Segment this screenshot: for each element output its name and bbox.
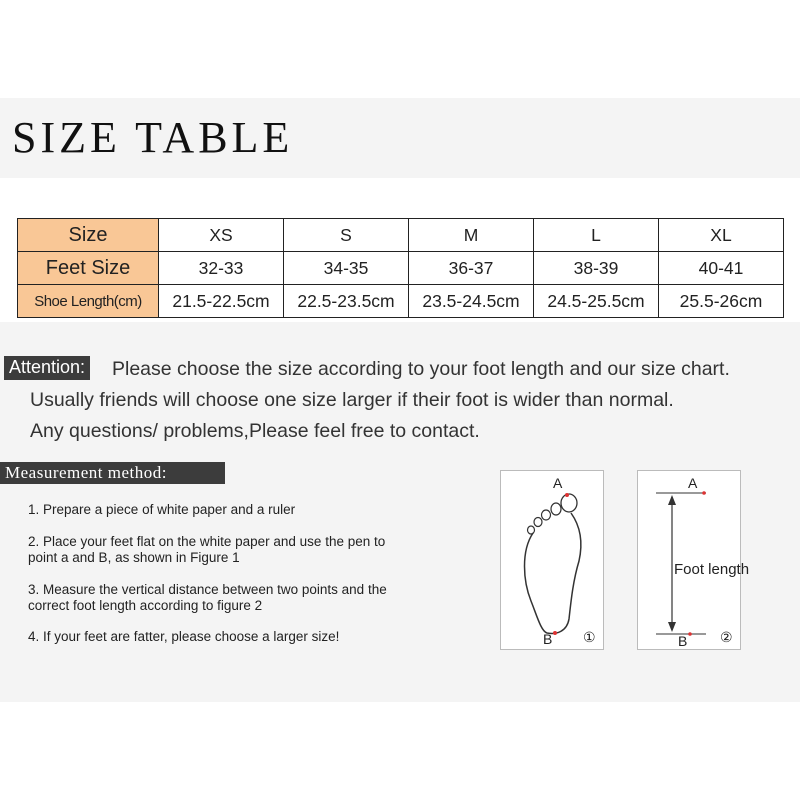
attention-line: Any questions/ problems,Please feel free to contact. (30, 420, 480, 442)
feet-size-cell: 34-35 (284, 252, 409, 285)
shoe-length-cell: 25.5-26cm (659, 285, 784, 318)
size-cell: XS (159, 219, 284, 252)
figure-number: ① (583, 629, 596, 645)
point-b-label: B (543, 631, 553, 647)
measure-arrow-icon (638, 471, 740, 649)
feet-size-cell: 40-41 (659, 252, 784, 285)
step-text: point a and B, as shown in Figure 1 (28, 550, 240, 565)
step-text: 2. Place your feet flat on the white paper and use the pen to (28, 534, 386, 549)
figure-2-length (637, 470, 750, 650)
table-row (18, 219, 784, 252)
step-text: 3. Measure the vertical distance between two points and the (28, 582, 387, 597)
shoe-length-cell: 22.5-23.5cm (284, 285, 409, 318)
row-header-size: Size (18, 219, 159, 252)
point-a-label: A (688, 475, 698, 491)
table-row (18, 285, 784, 318)
attention-line: Please choose the size according to your foot length and our size chart. (112, 358, 730, 380)
figure-1-foot (500, 470, 604, 650)
shoe-length-cell: 23.5-24.5cm (409, 285, 534, 318)
row-header-shoe-length: Shoe Length(cm) (18, 285, 159, 318)
page-title: SIZE TABLE (12, 113, 294, 162)
feet-size-cell: 32-33 (159, 252, 284, 285)
size-table (17, 218, 784, 318)
feet-size-cell: 36-37 (409, 252, 534, 285)
shoe-length-cell: 24.5-25.5cm (534, 285, 659, 318)
foot-outline-icon (501, 471, 603, 649)
size-cell: M (409, 219, 534, 252)
step-text: correct foot length according to figure 2 (28, 598, 263, 613)
figure-number: ② (720, 629, 733, 645)
size-cell: XL (659, 219, 784, 252)
point-b-label: B (678, 633, 688, 649)
attention-label: Attention: (4, 356, 90, 380)
feet-size-cell: 38-39 (534, 252, 659, 285)
foot-length-label: Foot length (674, 561, 750, 578)
measurement-label: Measurement method: (0, 462, 225, 484)
shoe-length-cell: 21.5-22.5cm (159, 285, 284, 318)
attention-line: Usually friends will choose one size larger if their foot is wider than normal. (30, 389, 674, 411)
point-a-label: A (553, 475, 563, 491)
size-cell: S (284, 219, 409, 252)
step-text: 1. Prepare a piece of white paper and a ruler (28, 502, 296, 517)
table-row (18, 252, 784, 285)
size-cell: L (534, 219, 659, 252)
row-header-feet-size: Feet Size (18, 252, 159, 285)
step-text: 4. If your feet are fatter, please choose a larger size! (28, 629, 340, 644)
